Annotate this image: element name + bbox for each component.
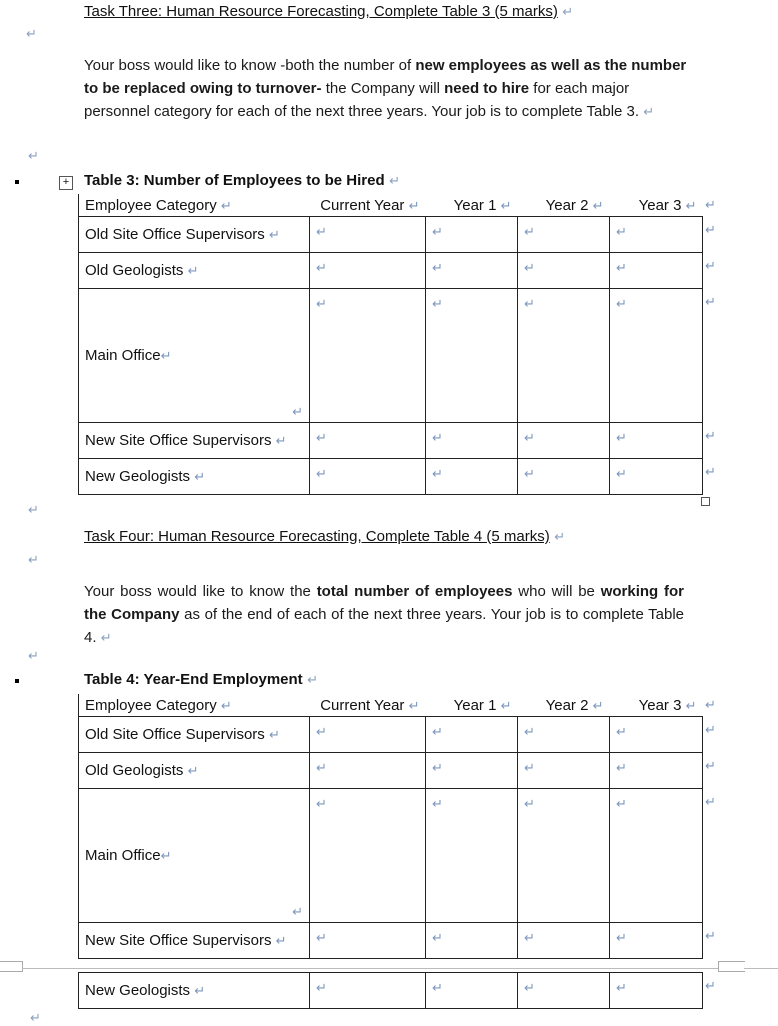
data-cell[interactable]: ↵ [518, 753, 610, 789]
text-run: who will be [512, 583, 601, 600]
header-cell[interactable]: Year 3 ↵ [610, 194, 703, 217]
list-bullet [15, 679, 19, 683]
table-move-handle-icon[interactable]: + [59, 176, 73, 190]
data-cell[interactable]: ↵ [610, 973, 703, 1009]
end-of-row-mark: ↵ [705, 697, 716, 712]
data-cell[interactable]: ↵ [426, 753, 518, 789]
data-cell[interactable]: ↵ [426, 923, 518, 959]
bold-run: working for the Company [84, 583, 685, 623]
page-break-right [718, 961, 745, 972]
end-of-row-mark: ↵ [705, 428, 716, 443]
margin-paragraph-mark: ↵ [28, 502, 39, 517]
data-cell[interactable]: ↵ [310, 789, 426, 923]
data-cell[interactable]: ↵ [426, 289, 518, 423]
text-run: as of the end of each of the next three years. Your job is to complete Table 4. [84, 606, 685, 646]
row-label-cell[interactable]: Old Site Office Supervisors ↵ [79, 217, 310, 253]
row-label-cell[interactable]: Main Office↵ ↵ [79, 289, 310, 423]
text-run: for each major personnel category for each of the next three years. Your job is to complete Table 3. [84, 80, 640, 120]
data-cell[interactable]: ↵ [310, 717, 426, 753]
end-of-row-mark: ↵ [705, 197, 716, 212]
margin-paragraph-mark: ↵ [28, 552, 39, 567]
table-row [79, 789, 703, 923]
data-cell[interactable]: ↵ [518, 217, 610, 253]
data-cell[interactable]: ↵ [310, 423, 426, 459]
end-of-row-mark: ↵ [705, 258, 716, 273]
task4-paragraph[interactable] [84, 580, 684, 649]
margin-paragraph-mark: ↵ [28, 648, 39, 663]
end-of-row-mark: ↵ [705, 758, 716, 773]
table4 [78, 694, 703, 959]
data-cell[interactable]: ↵ [610, 753, 703, 789]
table3-caption[interactable]: Table 3: Number of Employees to be Hired [84, 172, 385, 189]
task3-heading[interactable]: Task Three: Human Resource Forecasting, Complete Table 3 (5 marks) [84, 3, 558, 20]
table4-continued [78, 972, 703, 1009]
text-run: Your boss would like to know the [84, 583, 317, 600]
header-cell[interactable]: Year 2 ↵ [518, 694, 610, 717]
page-break-line [22, 968, 718, 969]
table-row [79, 923, 703, 959]
data-cell[interactable]: ↵ [518, 717, 610, 753]
end-of-row-mark: ↵ [705, 722, 716, 737]
paragraph-mark: ↵ [554, 529, 566, 544]
table-row [79, 423, 703, 459]
data-cell[interactable]: ↵ [426, 973, 518, 1009]
data-cell[interactable]: ↵ [610, 717, 703, 753]
data-cell[interactable]: ↵ [426, 423, 518, 459]
margin-paragraph-mark: ↵ [28, 148, 39, 163]
table-row [79, 217, 703, 253]
table-row [79, 253, 703, 289]
data-cell[interactable]: ↵ [310, 289, 426, 423]
data-cell[interactable]: ↵ [610, 789, 703, 923]
task3-heading-line [84, 3, 573, 21]
page-break-left [0, 961, 23, 972]
header-cell[interactable]: Employee Category ↵ [79, 194, 310, 217]
table-row [79, 459, 703, 495]
row-label-cell[interactable]: New Site Office Supervisors ↵ [79, 423, 310, 459]
paragraph-mark: ↵ [100, 630, 112, 645]
header-cell[interactable]: Year 2 ↵ [518, 194, 610, 217]
table-resize-handle[interactable] [701, 497, 710, 506]
header-cell[interactable]: Current Year ↵ [310, 694, 426, 717]
data-cell[interactable]: ↵ [518, 423, 610, 459]
table4-header-row [79, 694, 703, 717]
header-cell[interactable]: Year 3 ↵ [610, 694, 703, 717]
text-run: the Company will [321, 80, 445, 97]
list-bullet [15, 180, 19, 184]
data-cell[interactable]: ↵ [610, 423, 703, 459]
table-row [79, 973, 703, 1009]
paragraph-mark: ↵ [643, 104, 655, 119]
end-of-row-mark: ↵ [705, 978, 716, 993]
bold-run: need to hire [444, 80, 530, 97]
table-row [79, 753, 703, 789]
data-cell[interactable]: ↵ [310, 217, 426, 253]
header-cell[interactable]: Current Year ↵ [310, 194, 426, 217]
table4-caption[interactable]: Table 4: Year-End Employment [84, 671, 303, 688]
page-break-line [744, 968, 778, 969]
row-label-cell[interactable]: New Geologists ↵ [79, 973, 310, 1009]
paragraph-mark: ↵ [307, 672, 319, 687]
row-label-cell[interactable]: Old Geologists ↵ [79, 753, 310, 789]
data-cell[interactable]: ↵ [610, 923, 703, 959]
row-label-cell[interactable]: Main Office↵ ↵ [79, 789, 310, 923]
table4-caption-line [84, 671, 318, 689]
task3-paragraph[interactable] [84, 54, 694, 123]
task4-heading-line [84, 528, 565, 546]
paragraph-mark: ↵ [562, 4, 574, 19]
row-label-cell[interactable]: Old Geologists ↵ [79, 253, 310, 289]
data-cell[interactable]: ↵ [426, 717, 518, 753]
data-cell[interactable]: ↵ [310, 253, 426, 289]
data-cell[interactable]: ↵ [518, 459, 610, 495]
header-cell[interactable]: Year 1 ↵ [426, 694, 518, 717]
bold-run: new employees as well as the number to be replaced owing to turnover- [84, 57, 687, 97]
end-of-row-mark: ↵ [705, 928, 716, 943]
data-cell[interactable]: ↵ [310, 753, 426, 789]
row-label-cell[interactable]: New Geologists ↵ [79, 459, 310, 495]
data-cell[interactable]: ↵ [426, 459, 518, 495]
end-of-row-mark: ↵ [705, 464, 716, 479]
paragraph-mark: ↵ [389, 173, 400, 188]
end-of-row-mark: ↵ [705, 794, 716, 809]
row-label-cell[interactable]: New Site Office Supervisors ↵ [79, 923, 310, 959]
header-cell[interactable]: Year 1 ↵ [426, 194, 518, 217]
margin-paragraph-mark: ↵ [30, 1010, 41, 1025]
data-cell[interactable]: ↵ [426, 217, 518, 253]
data-cell[interactable]: ↵ [610, 289, 703, 423]
table-row [79, 289, 703, 423]
data-cell[interactable]: ↵ [610, 459, 703, 495]
end-of-row-mark: ↵ [705, 294, 716, 309]
data-cell[interactable]: ↵ [610, 253, 703, 289]
data-cell[interactable]: ↵ [518, 789, 610, 923]
header-cell[interactable]: Employee Category ↵ [79, 694, 310, 717]
data-cell[interactable]: ↵ [518, 973, 610, 1009]
data-cell[interactable]: ↵ [310, 923, 426, 959]
row-label-cell[interactable]: Old Site Office Supervisors ↵ [79, 717, 310, 753]
data-cell[interactable]: ↵ [518, 253, 610, 289]
data-cell[interactable]: ↵ [426, 789, 518, 923]
task4-heading[interactable]: Task Four: Human Resource Forecasting, Complete Table 4 (5 marks) [84, 528, 550, 545]
data-cell[interactable]: ↵ [518, 923, 610, 959]
data-cell[interactable]: ↵ [310, 459, 426, 495]
data-cell[interactable]: ↵ [518, 289, 610, 423]
table3 [78, 194, 703, 495]
text-run: Your boss would like to know -both the number of [84, 57, 416, 74]
end-of-row-mark: ↵ [705, 222, 716, 237]
data-cell[interactable]: ↵ [310, 973, 426, 1009]
table3-header-row [79, 194, 703, 217]
margin-paragraph-mark: ↵ [26, 26, 37, 41]
table-row [79, 717, 703, 753]
table3-caption-line [84, 172, 400, 190]
data-cell[interactable]: ↵ [426, 253, 518, 289]
data-cell[interactable]: ↵ [610, 217, 703, 253]
bold-run: total number of employees [316, 583, 513, 600]
